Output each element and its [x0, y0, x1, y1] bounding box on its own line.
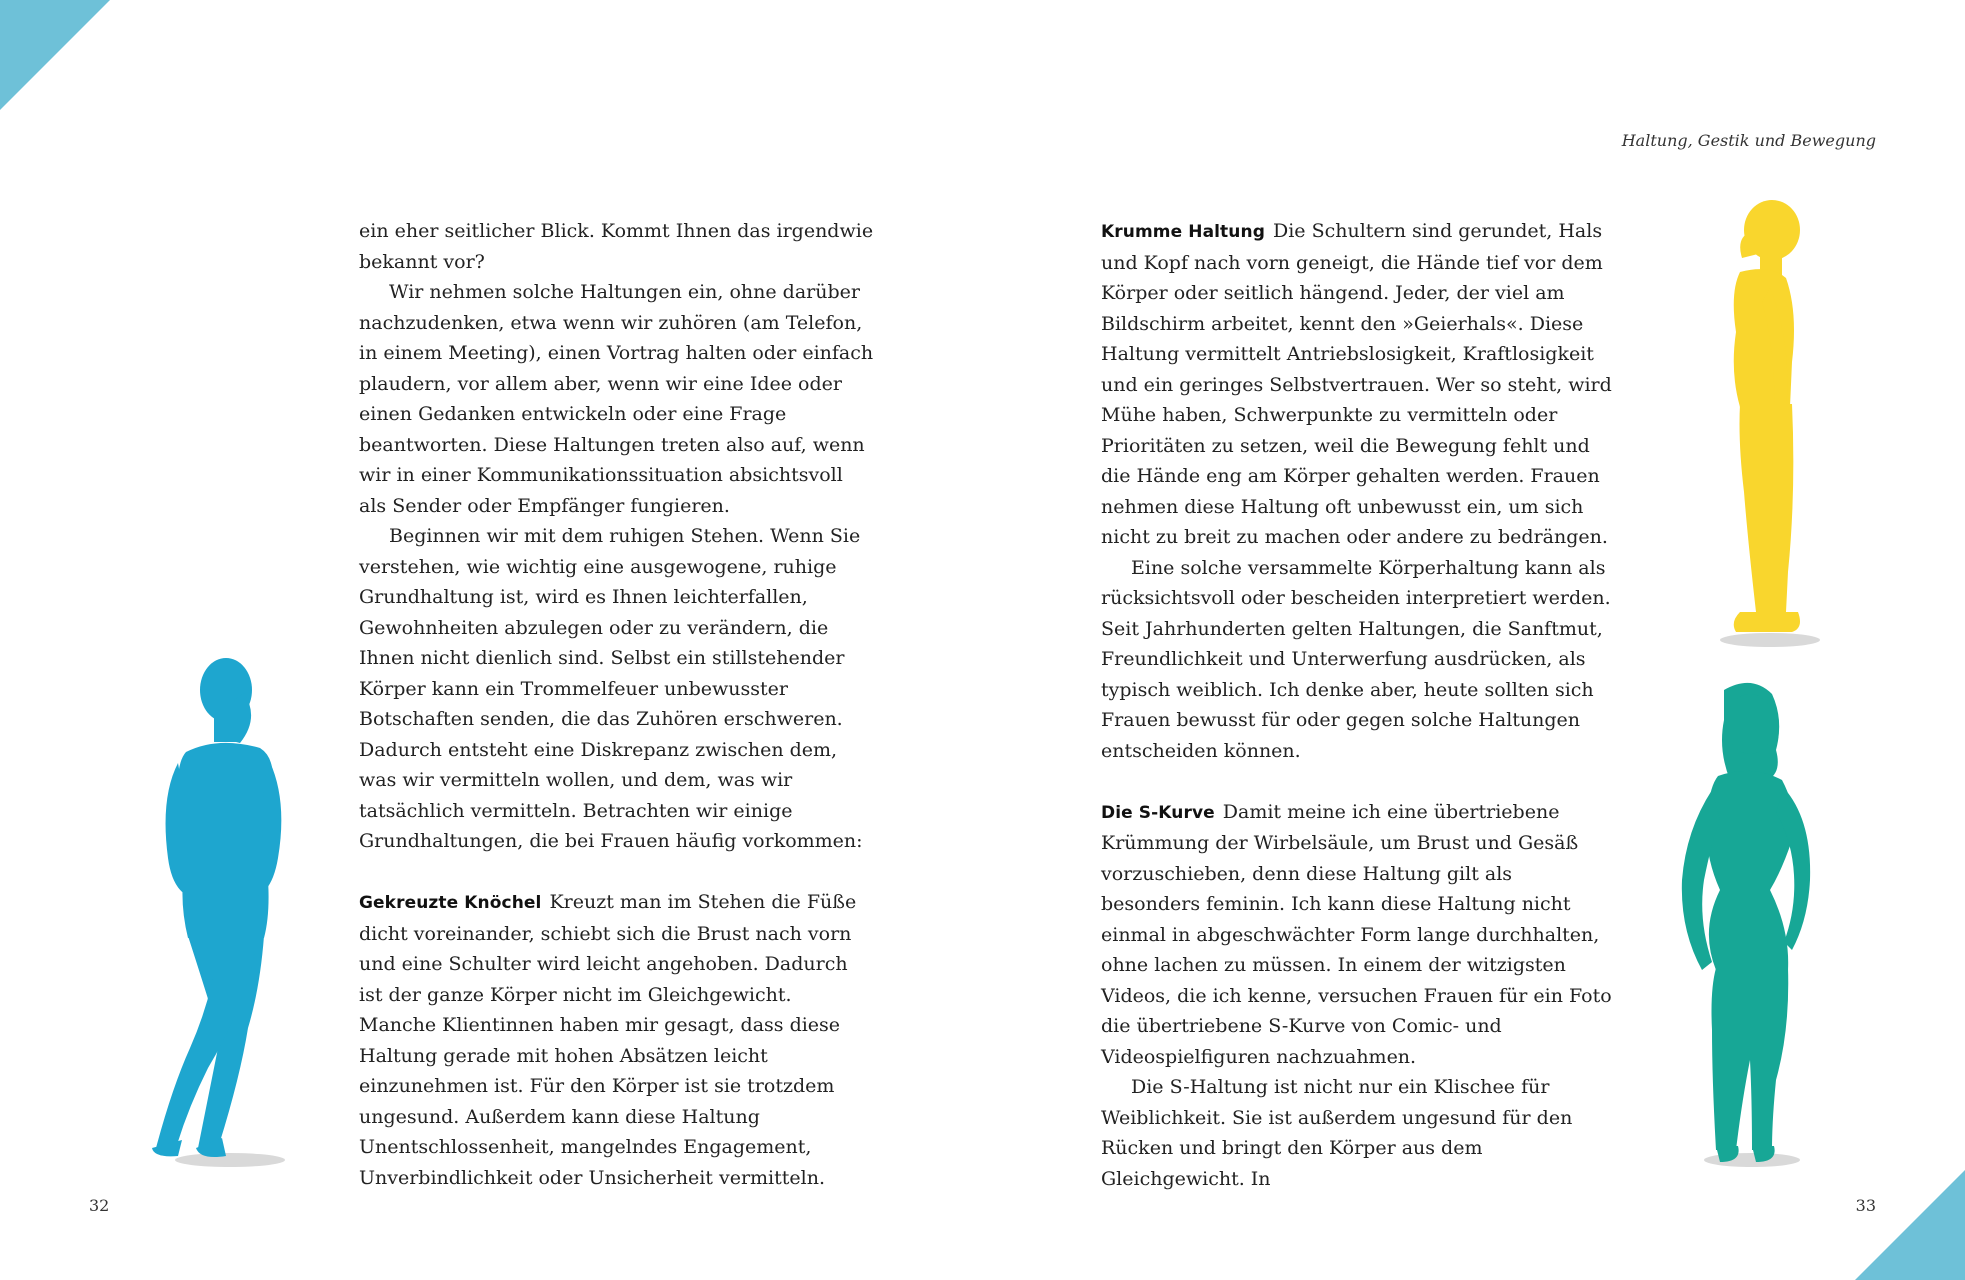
section-s-kurve: [1101, 797, 1616, 1073]
page-number-left: 32: [89, 1196, 110, 1215]
section-text: Kreuzt man im Stehen die Füße dicht voreinander, schiebt sich die Brust nach vorn und eine Schulter wird leicht angehoben. Dadurch ist der ganze Körper nicht im Gleichgewicht. Manche Klientinnen haben mir gesagt, dass diese Haltung gerade mit hohen Absätzen leicht einzunehmen ist. Für den Körper ist sie trotzdem ungesund. Außerdem kann diese Haltung Unentschlossenheit, mangelndes Engagement, Unverbindlichkeit oder Unsicherheit vermitteln.: [359, 891, 857, 1189]
paragraph: Beginnen wir mit dem ruhigen Stehen. Wenn Sie verstehen, wie wichtig eine ausgewogene, ruhige Grundhaltung ist, wird es Ihnen leichterfallen, Gewohnheiten abzulegen oder zu verändern, die Ihnen nicht dienlich sind. Selbst ein stillstehender Körper kann ein Trommelfeuer unbewusster Botschaften senden, die das Zuhören erschweren. Dadurch entsteht eine Diskrepanz zwischen dem, was wir vermitteln wollen, und dem, was wir tatsächlich vermitteln. Betrachten wir einige Grundhaltungen, die bei Frauen häufig vorkommen:: [359, 525, 863, 852]
woman-silhouette-crossed-ankles-icon: [148, 648, 298, 1168]
paragraph: Eine solche versammelte Körperhaltung kann als rücksichtsvoll oder bescheiden interpretiert werden. Seit Jahrhunderten gelten Haltungen, die Sanftmut, Freundlichkeit und Unterwerfung ausdrücken, als typisch weiblich. Ich denke aber, heute sollten sich Frauen bewusst für oder gegen solche Haltungen entscheiden können.: [1101, 556, 1611, 762]
section-heading: Krumme Haltung: [1101, 222, 1265, 242]
section-text: Damit meine ich eine übertriebene Krümmung der Wirbelsäule, um Brust und Gesäß vorzuschieben, denn diese Haltung gilt als besonders feminin. Ich kann diese Haltung nicht einmal in abgeschwächter Form lange durchhalten, ohne lachen zu müssen. In einem der witzigsten Videos, die ich kenne, versuchen Frauen für ein Foto die übertriebene S-Kurve von Comic- und Videospielfiguren nachzuahmen.: [1101, 800, 1612, 1068]
left-text-column: [359, 216, 874, 1193]
section-heading: Gekreuzte Knöchel: [359, 893, 542, 913]
paragraph: ein eher seitlicher Blick. Kommt Ihnen das irgendwie bekannt vor?: [359, 220, 874, 273]
section-text: Die Schultern sind gerundet, Hals und Kopf nach vorn geneigt, die Hände tief vor dem Körper oder seitlich hängend. Jeder, der viel am Bildschirm arbeitet, kennt den »Geierhals«. Diese Haltung vermittelt Antriebslosigkeit, Kraftlosigkeit und ein geringes Selbstvertrauen. Wer so steht, wird Mühe haben, Schwerpunkte zu vermitteln oder Prioritäten zu setzen, weil die Bewegung fehlt und die Hände eng am Körper gehalten werden. Frauen nehmen diese Haltung oft unbewusst ein, um sich nicht zu breit zu machen oder andere zu bedrängen.: [1101, 220, 1612, 548]
section-gekreuzte-knoechel: [359, 887, 874, 1193]
woman-silhouette-s-curve-icon: [1672, 680, 1822, 1170]
paragraph: Die S-Haltung ist nicht nur ein Klischee für Weiblichkeit. Sie ist außerdem ungesund für den Rücken und bringt den Körper aus dem Gleichgewicht. In: [1101, 1076, 1573, 1190]
woman-silhouette-hunched-icon: [1700, 192, 1830, 652]
corner-triangle-bottom-right: [1855, 1170, 1965, 1280]
section-krumme-haltung: [1101, 216, 1616, 553]
page-number-right: 33: [1855, 1196, 1876, 1215]
corner-triangle-top-left: [0, 0, 110, 110]
right-text-column: [1101, 216, 1616, 1194]
paragraph: Wir nehmen solche Haltungen ein, ohne darüber nachzudenken, etwa wenn wir zuhören (am Telefon, in einem Meeting), einen Vortrag halten oder einfach plaudern, vor allem aber, wenn wir eine Idee oder einen Gedanken entwickeln oder eine Frage beantworten. Diese Haltungen treten also auf, wenn wir in einer Kommunikationssituation absichtsvoll als Sender oder Empfänger fungieren.: [359, 281, 874, 517]
running-head: Haltung, Gestik und Bewegung: [1621, 131, 1876, 150]
section-heading: Die S-Kurve: [1101, 802, 1215, 823]
